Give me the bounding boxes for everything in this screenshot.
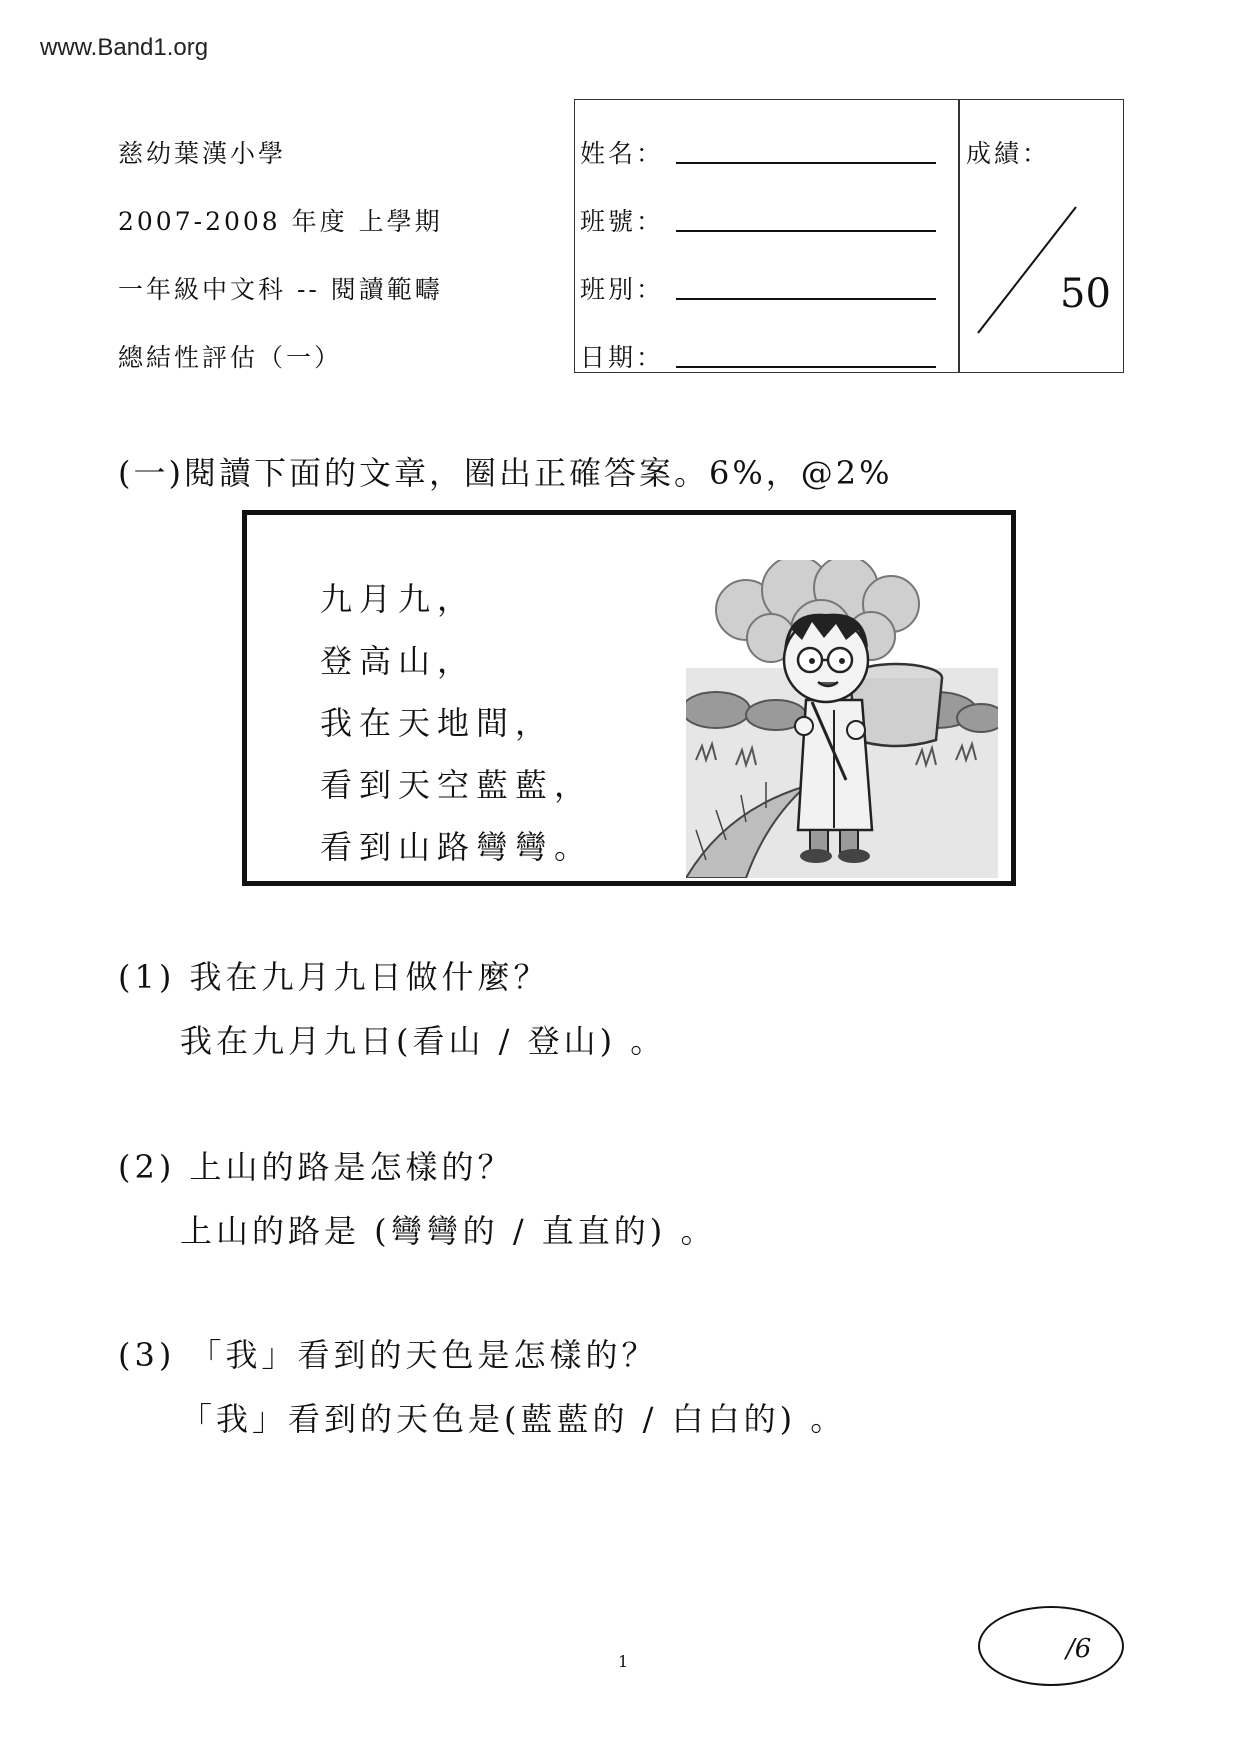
date-field[interactable]: [676, 366, 936, 368]
poem-line: 登高山，: [320, 642, 477, 680]
date-label: 日期：: [580, 343, 665, 372]
score-total: 50: [1060, 271, 1111, 317]
page-score: /6: [1066, 1634, 1092, 1664]
class-number-label: 班號：: [580, 207, 665, 236]
class-label: 班別：: [580, 275, 665, 304]
poem-line: 九月九，: [320, 580, 477, 618]
question-1: (1) 我在九月九日做什麼？: [118, 958, 550, 996]
subject-title: 一年級中文科 -- 閱讀範疇: [118, 275, 443, 304]
page-score-oval: [978, 1606, 1124, 1686]
exam-title: 總結性評估（一）: [118, 343, 343, 372]
answer-3: 「我」看到的天色是(藍藍的 / 白白的) 。: [180, 1400, 847, 1438]
answer-2: 上山的路是 (彎彎的 / 直直的) 。: [180, 1212, 717, 1250]
question-2: (2) 上山的路是怎樣的？: [118, 1148, 514, 1186]
section-title: (一)閱讀下面的文章，圈出正確答案。6%，@2%: [118, 454, 893, 492]
class-field[interactable]: [676, 298, 936, 300]
watermark: www.Band1.org: [40, 34, 209, 61]
score-label: 成績：: [966, 139, 1051, 168]
score-slash: [958, 99, 1124, 373]
answer-1: 我在九月九日(看山 / 登山) 。: [180, 1022, 667, 1060]
school-year: 2007-2008 年度 上學期: [118, 207, 443, 236]
poem-line: 看到天空藍藍，: [320, 766, 594, 804]
question-3: (3) 「我」看到的天色是怎樣的？: [118, 1336, 658, 1374]
poem-line: 看到山路彎彎。: [320, 828, 594, 866]
page-number: 1: [618, 1652, 629, 1671]
school-name: 慈幼葉漢小學: [118, 139, 287, 168]
name-field[interactable]: [676, 162, 936, 164]
boy-hiking-illustration: [686, 560, 998, 878]
class-number-field[interactable]: [676, 230, 936, 232]
name-label: 姓名：: [580, 139, 665, 168]
poem-line: 我在天地間，: [320, 704, 555, 742]
